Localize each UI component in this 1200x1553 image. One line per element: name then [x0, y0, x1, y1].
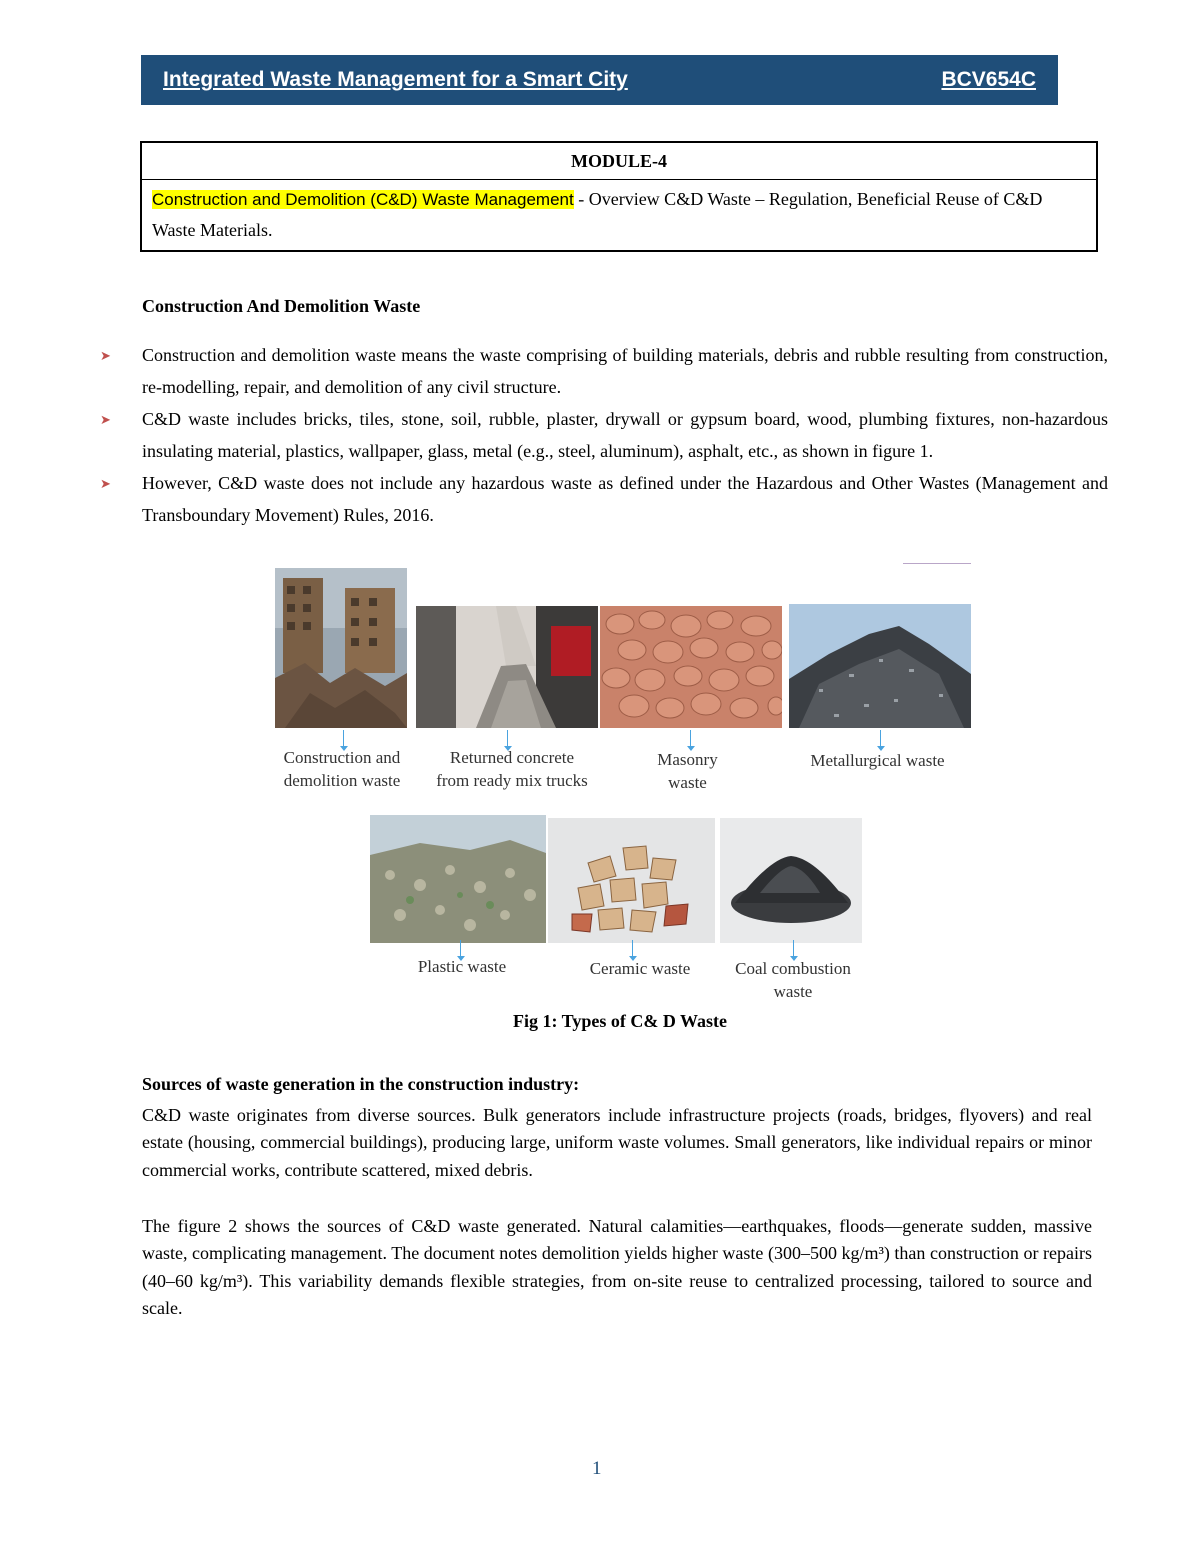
concrete-truck-image	[416, 606, 598, 728]
module-title: MODULE-4	[142, 143, 1096, 180]
list-item: ➤ However, C&D waste does not include any hazardous waste as defined under the Hazardous and Other Wastes (Management and Transboundary Movement) Rules, 2016.	[98, 468, 1108, 531]
arrow-down-icon	[690, 730, 691, 748]
course-code: BCV654C	[941, 68, 1036, 91]
bullet-list	[98, 340, 1108, 532]
module-box	[140, 141, 1098, 252]
decorative-line	[903, 563, 971, 564]
paragraph-sources: C&D waste originates from diverse sources. Bulk generators include infrastructure projects (roads, bridges, flyovers) and real estate (housing, commercial buildings), producing large, uniform waste volumes. Small generators, like individual repairs or minor commercial works, contribute scattered, mixed debris.	[142, 1105, 1092, 1180]
arrow-down-icon	[793, 940, 794, 958]
module-description	[142, 180, 1096, 246]
label-plastic: Plastic waste	[417, 957, 507, 976]
section-heading-cd-waste: Construction And Demolition Waste	[142, 296, 421, 316]
arrow-bullet-icon: ➤	[100, 412, 111, 427]
metal-scrap-pile-image	[789, 604, 971, 728]
label-ceramic: Ceramic waste	[589, 959, 691, 978]
masonry-rubble-image	[600, 606, 782, 728]
arrow-bullet-icon: ➤	[100, 476, 111, 491]
demolished-building-image	[275, 568, 407, 728]
label-coal-combustion: Coal combustion waste	[735, 959, 851, 1001]
module-rest: - Overview C&D Waste – Regulation, Beneficial Reuse of C&D Waste Materials.	[152, 189, 1043, 240]
coal-ash-image	[720, 818, 862, 943]
arrow-down-icon	[880, 730, 881, 748]
paragraph-figure2: The figure 2 shows the sources of C&D waste generated. Natural calamities—earthquakes, floods—generate sudden, massive waste, complicating management. The document notes demolition yields higher waste (300–500 kg/m³) than construction or repairs (40–60 kg/m³). This variability demands flexible strategies, from on-site reuse to centralized processing, tailored to source and scale.	[142, 1216, 1092, 1318]
header-title: Integrated Waste Management for a Smart City	[163, 68, 628, 91]
arrow-down-icon	[632, 940, 633, 958]
label-masonry: Masonry waste	[657, 750, 718, 792]
plastic-waste-image	[370, 815, 546, 943]
arrow-bullet-icon: ➤	[100, 348, 111, 363]
label-metallurgical: Metallurgical waste	[810, 751, 945, 770]
label-returned-concrete: Returned concrete from ready mix trucks	[436, 748, 588, 790]
page-number: 1	[592, 1458, 602, 1479]
page-header	[141, 55, 1058, 105]
module-highlight: Construction and Demolition (C&D) Waste Management	[152, 190, 574, 209]
figure-caption: Fig 1: Types of C& D Waste	[513, 1011, 727, 1031]
section-heading-sources: Sources of waste generation in the construction industry:	[142, 1074, 580, 1094]
list-item: ➤ Construction and demolition waste means the waste comprising of building materials, debris and rubble resulting from construction, re-modelling, repair, and demolition of any civil structure.	[98, 340, 1108, 403]
ceramic-waste-image	[548, 818, 715, 943]
list-item: ➤ C&D waste includes bricks, tiles, stone, soil, rubble, plaster, drywall or gypsum board, wood, plumbing fixtures, non-hazardous insulating material, plastics, wallpaper, glass, metal (e.g., steel, aluminum), asphalt, etc., as shown in figure 1.	[98, 404, 1108, 467]
label-construction-demolition: Construction and demolition waste	[283, 748, 401, 790]
